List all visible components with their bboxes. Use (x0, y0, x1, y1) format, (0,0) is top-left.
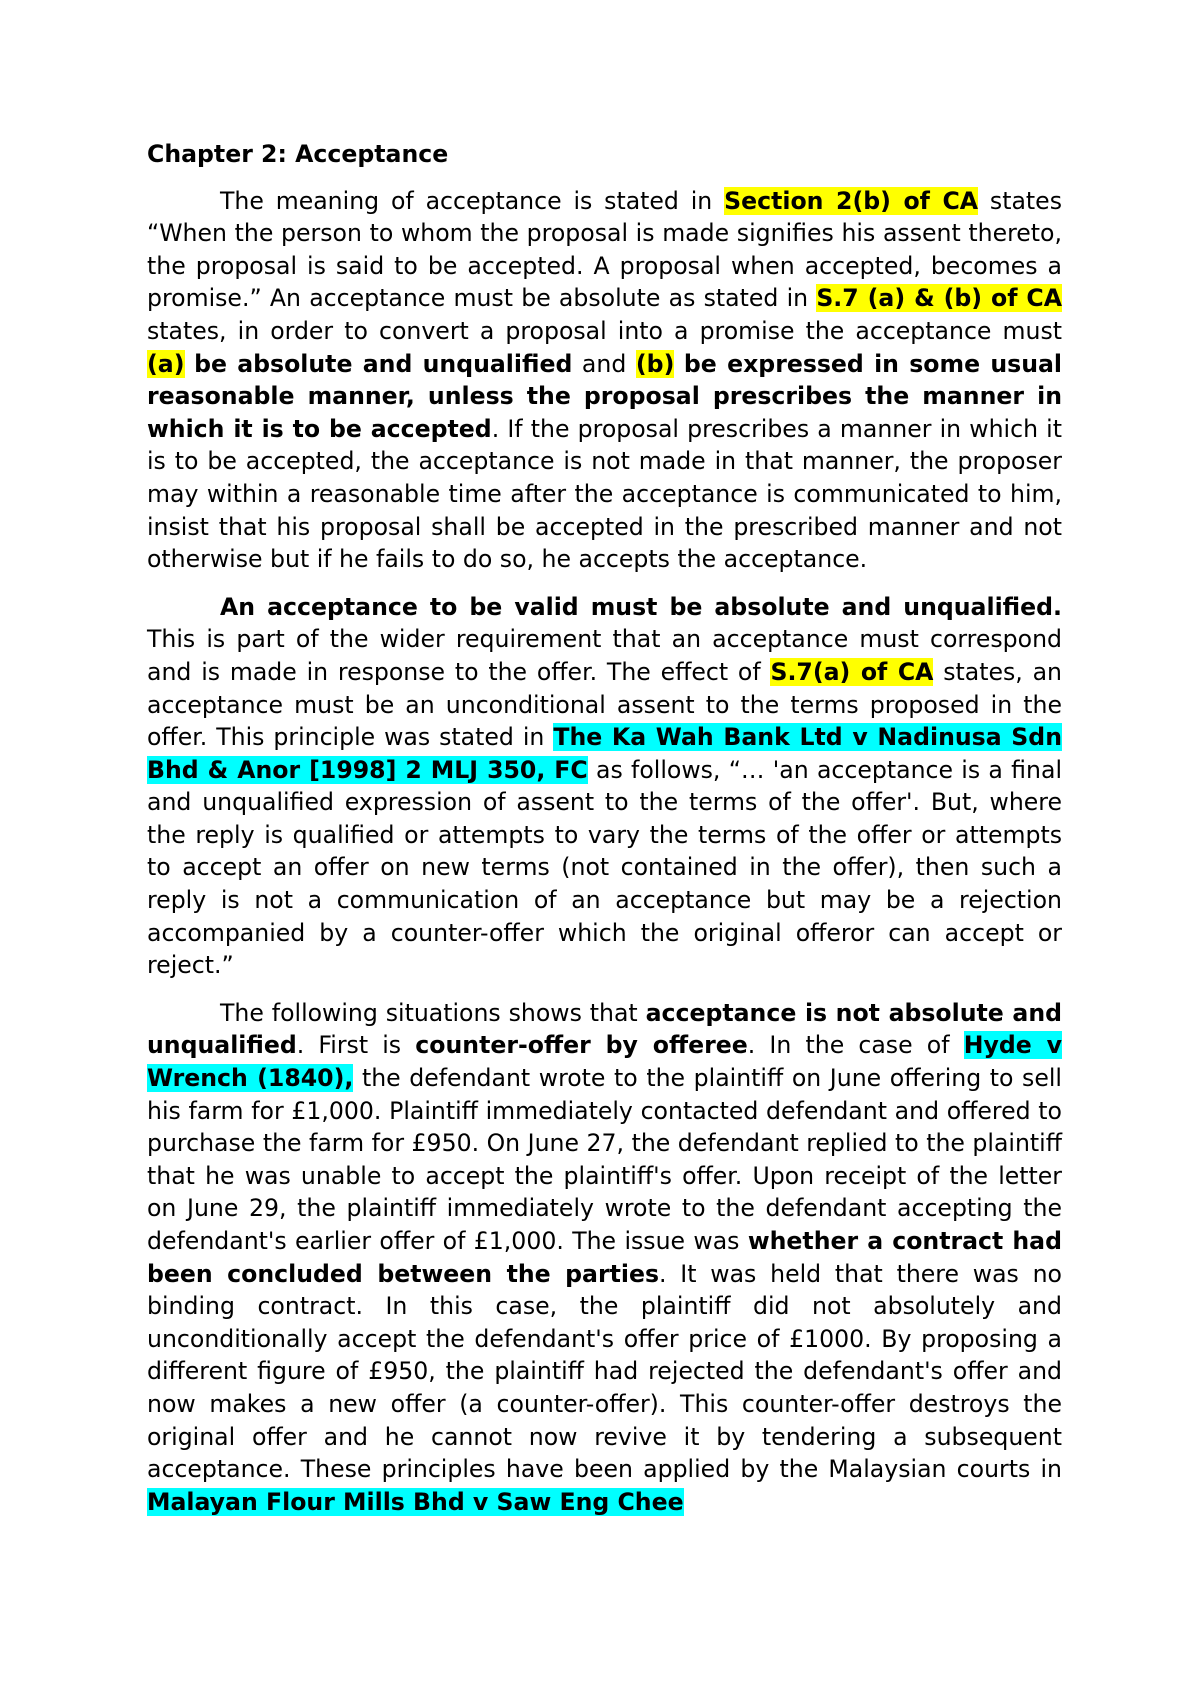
chapter-heading: Chapter 2: Acceptance (147, 140, 449, 168)
case-citation: Hyde v Wrench (1840), (147, 1031, 1062, 1093)
text-run: . First is (296, 1031, 416, 1060)
paragraph-absolute-acceptance (147, 591, 1062, 982)
paragraph-meaning-of-acceptance (147, 185, 1062, 576)
text-run: the defendant wrote to the plaintiff on June offering to sell his farm for £1,000. Plaintiff immediately contacted defendant and offered to purchase the farm for £950. On June 27, the defendant replied to the plaintiff that he was unable to accept the plaintiff's offer. Upon receipt of the letter on June 29, the plaintiff immediately wrote to the defendant accepting the defendant's earlier offer of £1,000. The issue was (147, 1064, 1062, 1255)
text-run: The following situations shows that (220, 998, 646, 1027)
paragraph-counter-offer (147, 997, 1062, 1519)
emphasis-text: be absolute and unqualified (194, 349, 573, 378)
case-citation: Malayan Flour Mills Bhd v Saw Eng Chee (147, 1487, 684, 1516)
statute-reference: (a) (147, 349, 185, 378)
text-run: The meaning of acceptance is stated in (220, 186, 725, 215)
text-run: states, an acceptance must be an unconditional assent to the terms proposed in the offer. This principle was stated in (147, 657, 1062, 752)
statute-reference: S.7 (a) & (b) of CA (816, 284, 1062, 313)
text-run: as follows, “… 'an acceptance is a final and unqualified expression of assent to the terms of the offer'. But, where the reply is qualified or attempts to vary the terms of the offer or attempts to accept an offer on new terms (not contained in the offer), then such a reply is not a communication of an acceptance but may be a rejection accompanied by a counter-offer which the original offeror can accept or reject.” (147, 755, 1062, 980)
emphasis-text: acceptance is not absolute and unqualified (147, 998, 1062, 1060)
text-run: states, in order to convert a proposal into a promise the acceptance must (147, 316, 1062, 345)
text-run (674, 350, 684, 378)
emphasis-text: whether a contract had been concluded between the parties (147, 1227, 1062, 1288)
text-run: . If the proposal prescribes a manner in which it is to be accepted, the acceptance is not made in that manner, the proposer may within a reasonable time after the acceptance is communicated to him, insist that his proposal shall be accepted in the prescribed manner and not otherwise but if he fails to do so, he accepts the acceptance. (147, 414, 1062, 574)
text-run: . In the case of (747, 1031, 964, 1060)
emphasis-text: counter-offer by offeree (415, 1031, 748, 1060)
text-run: states “When the person to whom the proposal is made signifies his assent thereto, the proposal is said to be accepted. A proposal when accepted, becomes a promise.” An acceptance must be absolute as stated in (147, 186, 1062, 313)
statute-reference: (b) (635, 349, 675, 378)
text-run: and (572, 349, 636, 378)
emphasis-text: An acceptance to be valid must be absolute and unqualified. (220, 592, 1062, 621)
statute-reference: Section 2(b) of CA (724, 186, 979, 215)
document-body (147, 138, 1062, 1533)
emphasis-text: be expressed in some usual reasonable manner, unless the proposal prescribes the manner in which it is to be accepted (147, 349, 1063, 443)
statute-reference: S.7(a) of CA (770, 657, 934, 686)
text-run: . It was held that there was no binding contract. In this case, the plaintiff did not absolutely and unconditionally accept the defendant's offer price of £1000. By proposing a different figure of £950, the plaintiff had rejected the defendant's offer and now makes a new offer (a counter-offer). This counter-offer destroys the original offer and he cannot now revive it by tendering a subsequent acceptance. These principles have been applied by the Malaysian courts in (147, 1259, 1062, 1484)
case-citation: The Ka Wah Bank Ltd v Nadinusa Sdn Bhd & Anor [1998] 2 MLJ 350, FC (147, 723, 1062, 784)
text-run: This is part of the wider requirement that an acceptance must correspond and is made in response to the offer. The effect of (147, 625, 1062, 686)
text-run (185, 350, 195, 378)
